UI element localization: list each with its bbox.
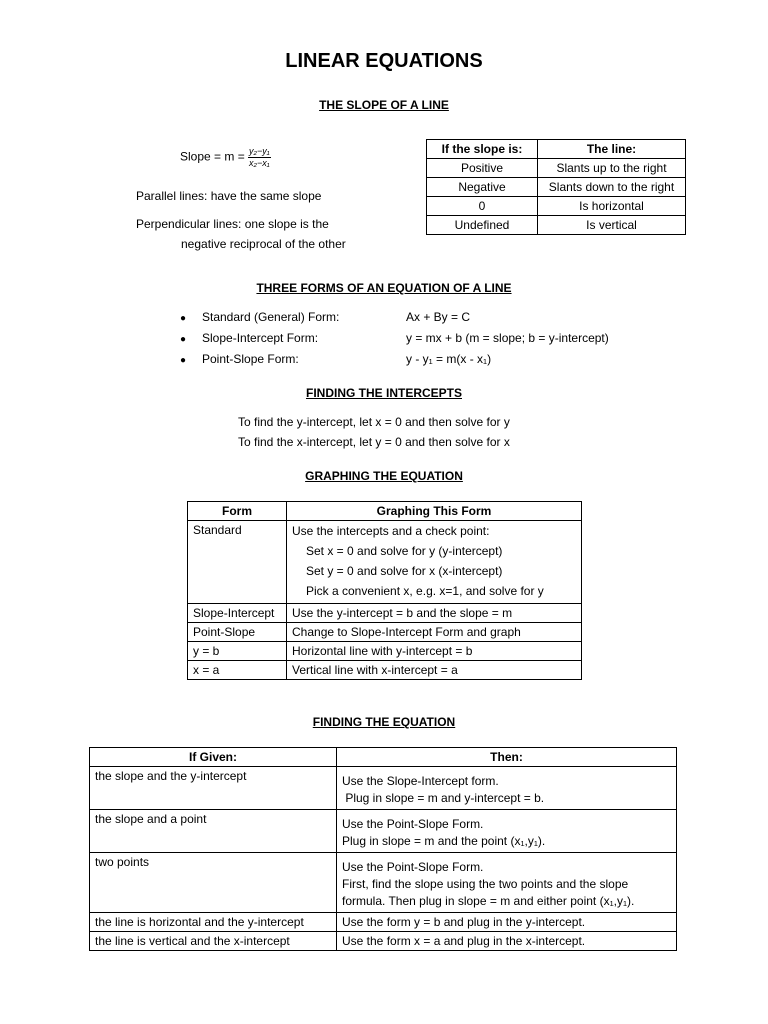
table-row <box>90 767 677 810</box>
slope-heading: THE SLOPE OF A LINE <box>319 98 449 112</box>
table-cell: the line is vertical and the x-intercept <box>90 932 337 951</box>
graphing-table <box>187 501 582 680</box>
table-cell: x = a <box>188 661 287 680</box>
table-row <box>427 178 686 197</box>
page-title: LINEAR EQUATIONS <box>285 50 483 72</box>
form-item-slope-intercept <box>180 331 318 345</box>
bullet-icon: ● <box>180 355 187 366</box>
slope-numerator: y₂−y₁ <box>249 146 270 156</box>
slope-formula <box>180 146 271 169</box>
perpendicular-lines-text-1: Perpendicular lines: one slope is the <box>136 217 329 231</box>
table-cell: Positive <box>427 159 538 178</box>
form-item-standard <box>180 310 339 324</box>
form-item-point-slope <box>180 352 299 366</box>
table-row <box>188 661 582 680</box>
table-cell <box>337 767 677 810</box>
table-row <box>427 197 686 216</box>
graphing-line: Set x = 0 and solve for y (y-intercept) <box>306 544 503 558</box>
then-line: Plug in slope = m and y-intercept = b. <box>342 791 545 805</box>
intercepts-heading: FINDING THE INTERCEPTS <box>305 386 462 400</box>
table-header: Form <box>188 502 287 521</box>
table-header: The line: <box>538 140 686 159</box>
table-cell: the slope and a point <box>90 810 337 853</box>
graphing-line: Set y = 0 and solve for x (x-intercept) <box>306 564 503 578</box>
table-cell: Slants down to the right <box>538 178 686 197</box>
table-cell: Standard <box>188 521 287 604</box>
table-cell: Horizontal line with y-intercept = b <box>287 642 582 661</box>
form-name: Slope-Intercept Form: <box>202 331 319 345</box>
table-row <box>188 642 582 661</box>
equation-table <box>89 747 677 951</box>
table-row <box>188 604 582 623</box>
graphing-heading: GRAPHING THE EQUATION <box>305 469 463 483</box>
then-line: Use the Slope-Intercept form. <box>342 774 499 788</box>
table-header: If the slope is: <box>427 140 538 159</box>
then-line: formula. Then plug in slope = m and either point (x₁,y₁). <box>342 894 635 908</box>
table-row <box>90 853 677 913</box>
perpendicular-lines-text-2: negative reciprocal of the other <box>181 237 346 251</box>
table-row <box>90 932 677 951</box>
table-cell: Is horizontal <box>538 197 686 216</box>
parallel-lines-text: Parallel lines: have the same slope <box>136 189 322 203</box>
slope-fraction <box>248 146 271 169</box>
table-cell: Undefined <box>427 216 538 235</box>
table-row <box>188 521 582 604</box>
slope-label: Slope = m = <box>180 149 249 164</box>
table-cell: Change to Slope-Intercept Form and graph <box>287 623 582 642</box>
table-cell: Negative <box>427 178 538 197</box>
table-cell: Slants up to the right <box>538 159 686 178</box>
table-cell: the slope and the y-intercept <box>90 767 337 810</box>
form-name: Standard (General) Form: <box>202 310 340 324</box>
graphing-line: Use the intercepts and a check point: <box>292 524 490 538</box>
table-row <box>90 810 677 853</box>
table-cell: 0 <box>427 197 538 216</box>
bullet-icon: ● <box>180 313 187 324</box>
table-cell: two points <box>90 853 337 913</box>
then-line: Plug in slope = m and the point (x₁,y₁). <box>342 834 546 848</box>
then-line: Use the Point-Slope Form. <box>342 860 484 874</box>
slope-denominator: x₂−x₁ <box>249 158 270 168</box>
table-cell: the line is horizontal and the y-intercept <box>90 913 337 932</box>
table-header-row <box>188 502 582 521</box>
table-header: Then: <box>337 748 677 767</box>
table-cell <box>337 853 677 913</box>
table-row <box>427 216 686 235</box>
table-cell: Is vertical <box>538 216 686 235</box>
table-cell <box>337 810 677 853</box>
table-cell: Use the form y = b and plug in the y-intercept. <box>337 913 677 932</box>
forms-heading: THREE FORMS OF AN EQUATION OF A LINE <box>256 281 512 295</box>
table-cell: Vertical line with x-intercept = a <box>287 661 582 680</box>
slope-table <box>426 139 686 235</box>
form-name: Point-Slope Form: <box>202 352 299 366</box>
form-formula: y = mx + b (m = slope; b = y-intercept) <box>406 331 609 345</box>
form-formula: Ax + By = C <box>406 310 471 324</box>
table-cell: y = b <box>188 642 287 661</box>
table-row <box>90 913 677 932</box>
table-row <box>188 623 582 642</box>
intercept-text-x: To find the x-intercept, let y = 0 and then solve for x <box>238 435 510 449</box>
graphing-line: Pick a convenient x, e.g. x=1, and solve for y <box>306 584 544 598</box>
table-header: Graphing This Form <box>287 502 582 521</box>
table-cell <box>287 521 582 604</box>
table-row <box>427 159 686 178</box>
table-cell: Point-Slope <box>188 623 287 642</box>
table-header-row <box>427 140 686 159</box>
intercept-text-y: To find the y-intercept, let x = 0 and then solve for y <box>238 415 510 429</box>
form-formula: y - y₁ = m(x - x₁) <box>406 352 492 366</box>
table-cell: Slope-Intercept <box>188 604 287 623</box>
table-cell: Use the y-intercept = b and the slope = m <box>287 604 582 623</box>
table-header: If Given: <box>90 748 337 767</box>
then-line: First, find the slope using the two points and the slope <box>342 877 629 891</box>
table-cell: Use the form x = a and plug in the x-intercept. <box>337 932 677 951</box>
equation-heading: FINDING THE EQUATION <box>312 715 456 729</box>
table-header-row <box>90 748 677 767</box>
bullet-icon: ● <box>180 334 187 345</box>
then-line: Use the Point-Slope Form. <box>342 817 484 831</box>
